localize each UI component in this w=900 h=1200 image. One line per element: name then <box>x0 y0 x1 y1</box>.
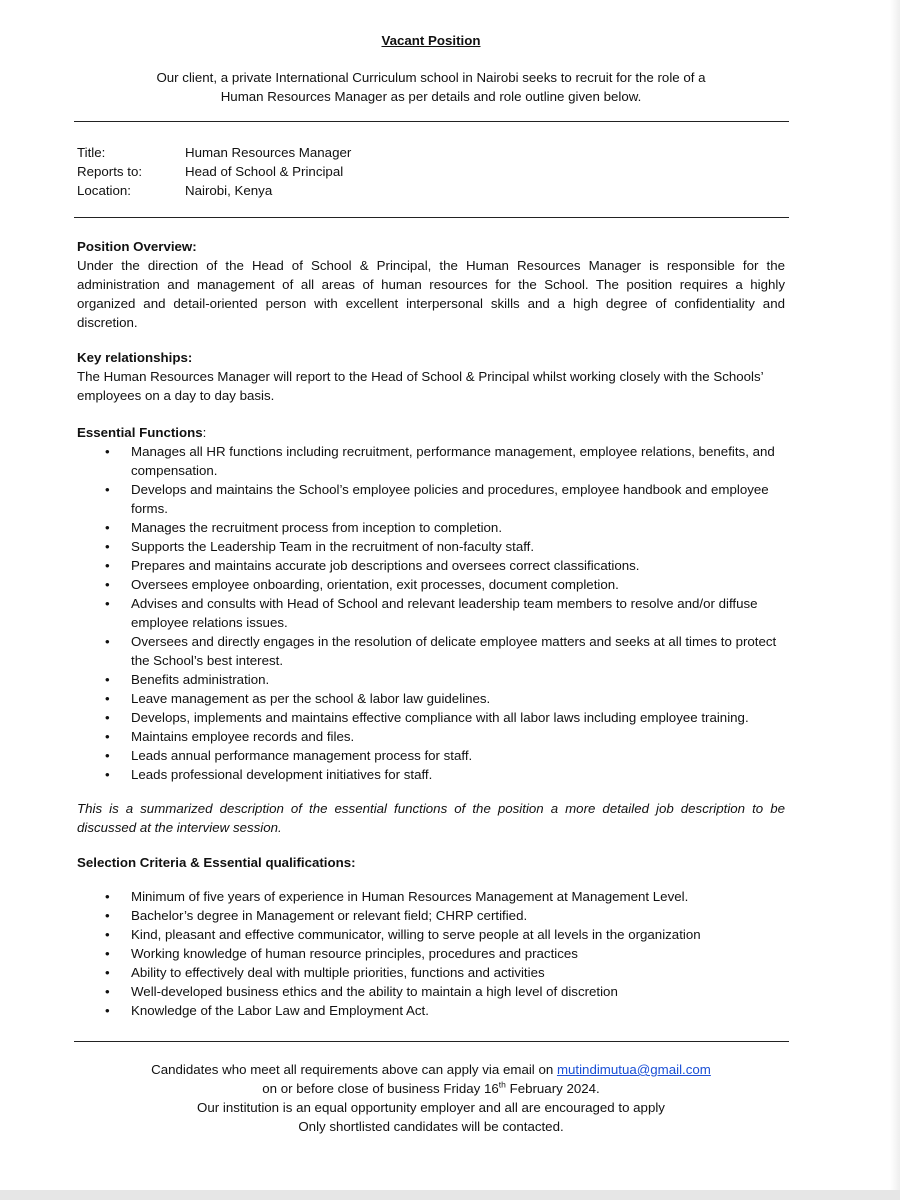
meta-row-reports-to <box>77 162 351 181</box>
list-item: • Leads annual performance management process for staff. <box>77 746 785 765</box>
shortlist-line: Only shortlisted candidates will be contacted. <box>298 1119 564 1134</box>
meta-row-location <box>77 181 351 200</box>
apply-text: Candidates who meet all requirements above can apply via email on <box>151 1062 557 1077</box>
list-item: • Well-developed business ethics and the ability to maintain a high level of discretion <box>77 982 785 1001</box>
list-item: • Prepares and maintains accurate job descriptions and oversees correct classifications. <box>77 556 785 575</box>
list-item: • Ability to effectively deal with multiple priorities, functions and activities <box>77 963 785 982</box>
meta-value: Nairobi, Kenya <box>185 183 273 198</box>
functions-list <box>77 442 785 784</box>
selection-criteria-section <box>77 853 785 1020</box>
application-footer <box>0 1060 862 1136</box>
list-item: • Develops, implements and maintains effective compliance with all labor laws including employee training. <box>77 708 785 727</box>
list-item: • Advises and consults with Head of School and relevant leadership team members to resolve and/or diffuse employee relations issues. <box>77 594 785 632</box>
section-text: Under the direction of the Head of School & Principal, the Human Resources Manager is responsible for the administration and management of all areas of human resources for the School. The position requires a highly organized and detail-oriented person with excellent interpersonal skills and a high degree of confidentiality and discretion. <box>77 258 785 330</box>
heading-text: Essential Functions <box>77 425 203 440</box>
intro-line: Human Resources Manager as per details and role outline given below. <box>220 89 642 104</box>
deadline-text: on or before close of business Friday 16 <box>262 1081 499 1096</box>
meta-label: Title: <box>77 145 106 160</box>
list-item: • Manages the recruitment process from inception to completion. <box>77 518 785 537</box>
essential-functions-section <box>77 423 785 784</box>
divider-middle <box>74 217 789 218</box>
list-item: • Supports the Leadership Team in the recruitment of non-faculty staff. <box>77 537 785 556</box>
list-item: • Minimum of five years of experience in Human Resources Management at Management Level. <box>77 887 785 906</box>
list-item: • Kind, pleasant and effective communicator, willing to serve people at all levels in the organization <box>77 925 785 944</box>
list-item: • Manages all HR functions including recruitment, performance management, employee relations, benefits, and compensation. <box>77 442 785 480</box>
list-item: • Leads professional development initiatives for staff. <box>77 765 785 784</box>
page-edge-shadow <box>890 0 900 1200</box>
criteria-list <box>77 887 785 1020</box>
section-heading: Position Overview: <box>77 239 197 254</box>
document-title: Vacant Position <box>381 33 481 48</box>
intro-line: Our client, a private International Curriculum school in Nairobi seeks to recruit for the role of a <box>156 70 706 85</box>
list-item: • Oversees and directly engages in the resolution of delicate employee matters and seeks at all times to protect the School’s best interest. <box>77 632 785 670</box>
key-relationships-section <box>77 348 785 405</box>
meta-value: Head of School & Principal <box>185 164 344 179</box>
page-bottom-edge <box>0 1190 900 1200</box>
heading-colon: : <box>202 425 207 440</box>
section-heading: Key relationships: <box>77 350 193 365</box>
equal-opportunity-line: Our institution is an equal opportunity employer and all are encouraged to apply <box>197 1100 665 1115</box>
email-link[interactable]: mutindimutua@gmail.com <box>556 1062 711 1077</box>
list-item: • Develops and maintains the School’s employee policies and procedures, employee handbook and employee forms. <box>77 480 785 518</box>
divider-top <box>74 121 789 122</box>
section-heading <box>77 423 785 442</box>
meta-label: Location: <box>77 183 131 198</box>
intro-paragraph <box>0 68 862 106</box>
list-item: • Bachelor’s degree in Management or relevant field; CHRP certified. <box>77 906 785 925</box>
list-item: • Maintains employee records and files. <box>77 727 785 746</box>
position-overview-section <box>77 237 785 332</box>
divider-bottom <box>74 1041 789 1042</box>
section-text: The Human Resources Manager will report to the Head of School & Principal whilst working closely with the Schools’ employees on a day to day basis. <box>77 369 764 403</box>
section-heading: Selection Criteria & Essential qualifications: <box>77 855 356 870</box>
functions-note: This is a summarized description of the essential functions of the position a more detailed job description to be discussed at the interview session. <box>77 801 785 835</box>
list-item: • Benefits administration. <box>77 670 785 689</box>
meta-row-title <box>77 143 351 162</box>
list-item: • Oversees employee onboarding, orientation, exit processes, document completion. <box>77 575 785 594</box>
list-item: • Working knowledge of human resource principles, procedures and practices <box>77 944 785 963</box>
meta-value: Human Resources Manager <box>185 145 352 160</box>
deadline-date: February 2024. <box>505 1081 600 1096</box>
list-item: • Leave management as per the school & labor law guidelines. <box>77 689 785 708</box>
list-item: • Knowledge of the Labor Law and Employment Act. <box>77 1001 785 1020</box>
apply-line <box>0 1060 862 1079</box>
position-details <box>77 143 351 200</box>
deadline-line <box>0 1079 862 1098</box>
deadline-ordinal: th <box>498 1079 506 1090</box>
meta-label: Reports to: <box>77 164 143 179</box>
